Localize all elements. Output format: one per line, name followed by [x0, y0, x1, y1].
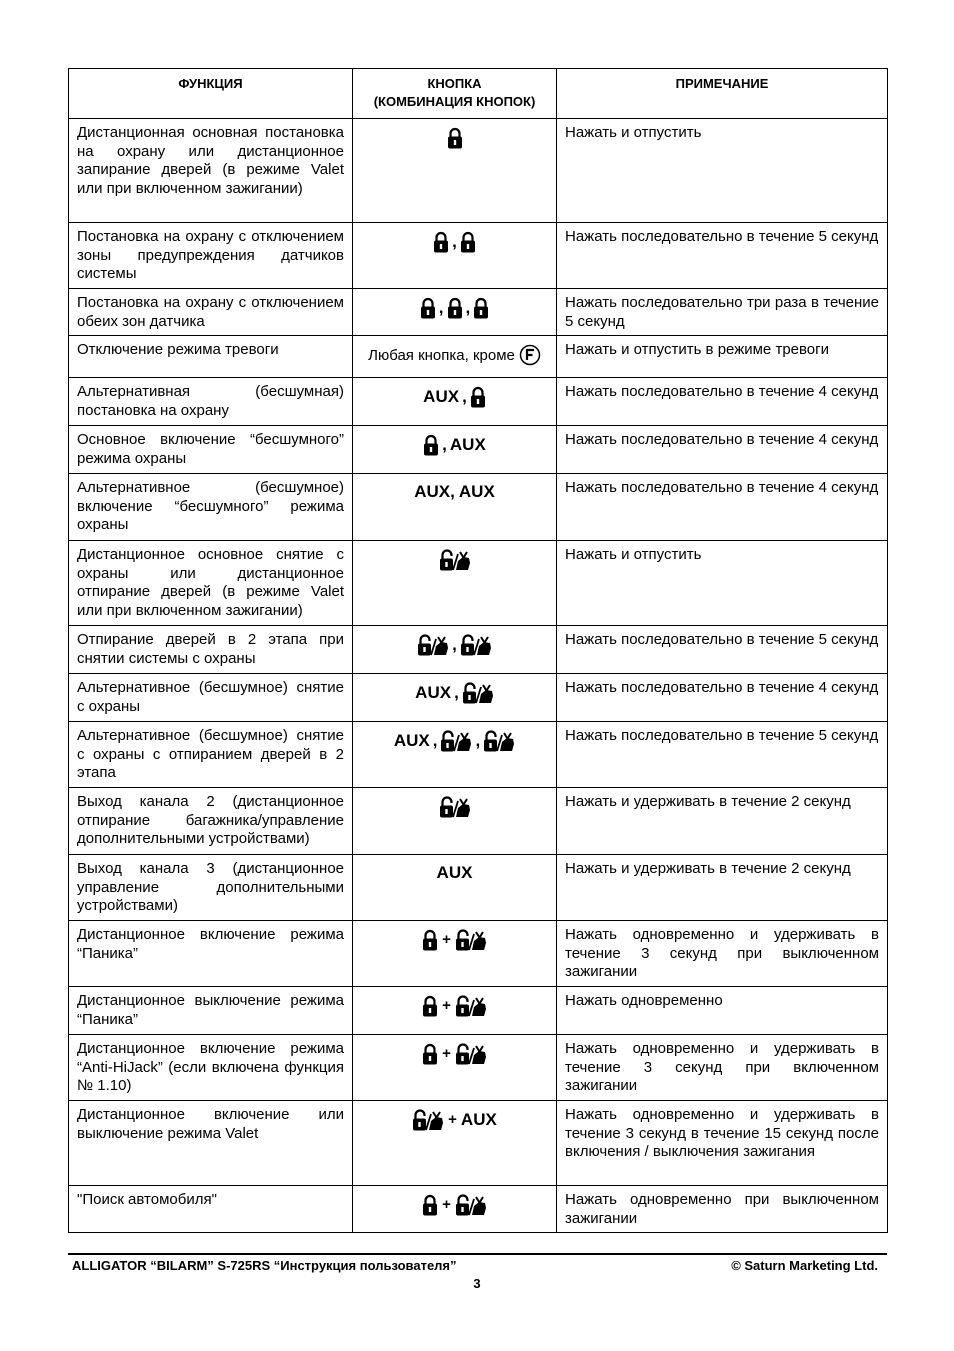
lock-icon	[433, 231, 449, 253]
function-cell: "Поиск автомобиля"	[69, 1186, 353, 1233]
page-number: 3	[473, 1276, 481, 1291]
function-cell: Дистанционное включение или выключение режима Valet	[69, 1101, 353, 1186]
lock-icon	[422, 929, 438, 951]
function-cell: Дистанционная основная постановка на охрану или дистанционное запирание дверей (в режиме Valet или при включенном зажигании)	[69, 119, 353, 223]
button-cell	[353, 336, 557, 378]
note-cell: Нажать последовательно в течение 5 секунд	[557, 722, 888, 788]
function-cell: Выход канала 2 (дистанционное отпирание багажника/управление дополнительными устройствами)	[69, 788, 353, 855]
comma-separator: ,	[432, 731, 438, 750]
function-cell: Альтернативное (бесшумное) снятие с охраны с отпиранием дверей в 2 этапа	[69, 722, 353, 788]
function-cell: Альтернативная (бесшумная) постановка на охрану	[69, 378, 353, 426]
comma-separator: ,	[465, 298, 471, 317]
comma-separator: ,	[438, 298, 444, 317]
table-row	[69, 987, 888, 1035]
table-row	[69, 626, 888, 674]
table-row	[69, 1186, 888, 1233]
table-row	[69, 474, 888, 541]
aux-button-label: AUX	[460, 1110, 497, 1129]
function-cell: Альтернативное (бесшумное) включение “бесшумного” режима охраны	[69, 474, 353, 541]
button-cell	[353, 855, 557, 921]
unlock-trunk-icon	[455, 995, 487, 1017]
lock-icon	[422, 1043, 438, 1065]
aux-button-label: AUX	[436, 863, 473, 882]
function-cell: Отпирание дверей в 2 этапа при снятии системы с охраны	[69, 626, 353, 674]
plus-sign: +	[448, 1111, 457, 1128]
comma-separator: ,	[452, 232, 457, 251]
table-row	[69, 378, 888, 426]
note-cell: Нажать последовательно в течение 5 секунд	[557, 223, 888, 289]
table-row	[69, 674, 888, 722]
note-cell: Нажать одновременно	[557, 987, 888, 1035]
table-row	[69, 119, 888, 223]
button-cell	[353, 1035, 557, 1101]
button-cell	[353, 119, 557, 223]
button-cell	[353, 987, 557, 1035]
function-cell: Альтернативное (бесшумное) снятие с охраны	[69, 674, 353, 722]
function-cell: Дистанционное основное снятие с охраны или дистанционное отпирание дверей (в режиме Valet или при включенном зажигании)	[69, 541, 353, 626]
lock-icon	[423, 434, 439, 456]
aux-button-label: AUX	[415, 683, 452, 702]
plus-sign: +	[442, 1196, 451, 1213]
note-cell: Нажать и отпустить	[557, 119, 888, 223]
unlock-trunk-icon	[460, 634, 492, 656]
table-row	[69, 788, 888, 855]
lock-icon	[422, 995, 438, 1017]
unlock-trunk-icon	[455, 929, 487, 951]
lock-icon	[422, 1194, 438, 1216]
note-cell: Нажать и отпустить в режиме тревоги	[557, 336, 888, 378]
header-button	[353, 69, 557, 119]
button-cell	[353, 722, 557, 788]
footer-divider	[68, 1253, 887, 1255]
function-cell: Выход канала 3 (дистанционное управление дополнительными устройствами)	[69, 855, 353, 921]
comma-separator: ,	[475, 731, 481, 750]
note-cell: Нажать последовательно три раза в течение 5 секунд	[557, 289, 888, 336]
note-cell: Нажать одновременно при выключенном зажигании	[557, 1186, 888, 1233]
function-cell: Основное включение “бесшумного” режима охраны	[69, 426, 353, 474]
note-cell: Нажать последовательно в течение 4 секунд	[557, 474, 888, 541]
functions-table	[68, 68, 888, 1233]
unlock-trunk-icon	[455, 1043, 487, 1065]
table-row	[69, 289, 888, 336]
table-row	[69, 855, 888, 921]
footer-title: ALLIGATOR “BILARM” S-725RS “Инструкция пользователя”	[72, 1258, 457, 1273]
any-button-text: Любая кнопка, кроме	[368, 346, 515, 364]
table-row	[69, 921, 888, 987]
table-row	[69, 336, 888, 378]
header-button-line1: КНОПКА	[427, 76, 482, 91]
function-cell: Постановка на охрану с отключением обеих зон датчика	[69, 289, 353, 336]
note-cell: Нажать последовательно в течение 4 секунд	[557, 378, 888, 426]
footer-copyright: © Saturn Marketing Ltd.	[731, 1258, 878, 1273]
lock-icon	[420, 297, 436, 319]
function-cell: Дистанционное выключение режима “Паника”	[69, 987, 353, 1035]
note-cell: Нажать одновременно и удерживать в течение 3 секунд при выключенном зажигании	[557, 921, 888, 987]
button-cell	[353, 223, 557, 289]
table-row	[69, 541, 888, 626]
comma-separator: ,	[442, 435, 447, 454]
lock-icon	[447, 297, 463, 319]
f-button-icon	[519, 344, 541, 366]
note-cell: Нажать и удерживать в течение 2 секунд	[557, 855, 888, 921]
lock-icon	[470, 386, 486, 408]
unlock-trunk-icon	[417, 634, 449, 656]
aux-button-label: AUX	[423, 387, 460, 406]
table-row	[69, 1035, 888, 1101]
note-cell: Нажать последовательно в течение 4 секунд	[557, 426, 888, 474]
unlock-trunk-icon	[439, 549, 471, 571]
plus-sign: +	[442, 997, 451, 1014]
function-cell: Постановка на охрану с отключением зоны предупреждения датчиков системы	[69, 223, 353, 289]
aux-button-label: AUX	[393, 731, 430, 750]
comma-separator: ,	[454, 683, 459, 702]
table-row	[69, 426, 888, 474]
comma-separator: ,	[452, 635, 457, 654]
table-row	[69, 1101, 888, 1186]
aux-aux-label: AUX, AUX	[414, 482, 495, 501]
function-cell: Отключение режима тревоги	[69, 336, 353, 378]
button-cell	[353, 921, 557, 987]
table-row	[69, 722, 888, 788]
button-cell	[353, 788, 557, 855]
plus-sign: +	[442, 1045, 451, 1062]
button-cell	[353, 378, 557, 426]
function-cell: Дистанционное включение режима “Паника”	[69, 921, 353, 987]
button-cell	[353, 289, 557, 336]
button-cell	[353, 541, 557, 626]
lock-icon	[460, 231, 476, 253]
note-cell: Нажать одновременно и удерживать в течение 3 секунд при включенном зажигании	[557, 1035, 888, 1101]
note-cell: Нажать последовательно в течение 5 секунд	[557, 626, 888, 674]
function-cell: Дистанционное включение режима “Anti-HiJack” (если включена функция № 1.10)	[69, 1035, 353, 1101]
note-cell: Нажать одновременно и удерживать в течение 3 секунд в течение 15 секунд после включения / выключения зажигания	[557, 1101, 888, 1186]
button-cell	[353, 426, 557, 474]
plus-sign: +	[442, 931, 451, 948]
header-function: ФУНКЦИЯ	[69, 69, 353, 119]
unlock-trunk-icon	[439, 796, 471, 818]
lock-icon	[447, 127, 463, 149]
header-note: ПРИМЕЧАНИЕ	[557, 69, 888, 119]
button-cell	[353, 1186, 557, 1233]
header-button-line2: (КОМБИНАЦИЯ КНОПОК)	[373, 94, 536, 109]
lock-icon	[473, 297, 489, 319]
unlock-trunk-icon	[440, 730, 472, 752]
button-cell	[353, 674, 557, 722]
unlock-trunk-icon	[483, 730, 515, 752]
aux-button-label: AUX	[449, 435, 486, 454]
table-row	[69, 223, 888, 289]
button-cell	[353, 1101, 557, 1186]
comma-separator: ,	[462, 387, 467, 406]
unlock-trunk-icon	[412, 1109, 444, 1131]
button-cell	[353, 626, 557, 674]
unlock-trunk-icon	[455, 1194, 487, 1216]
note-cell: Нажать и удерживать в течение 2 секунд	[557, 788, 888, 855]
button-cell	[353, 474, 557, 541]
unlock-trunk-icon	[462, 682, 494, 704]
note-cell: Нажать и отпустить	[557, 541, 888, 626]
table-header-row	[69, 69, 888, 119]
note-cell: Нажать последовательно в течение 4 секунд	[557, 674, 888, 722]
